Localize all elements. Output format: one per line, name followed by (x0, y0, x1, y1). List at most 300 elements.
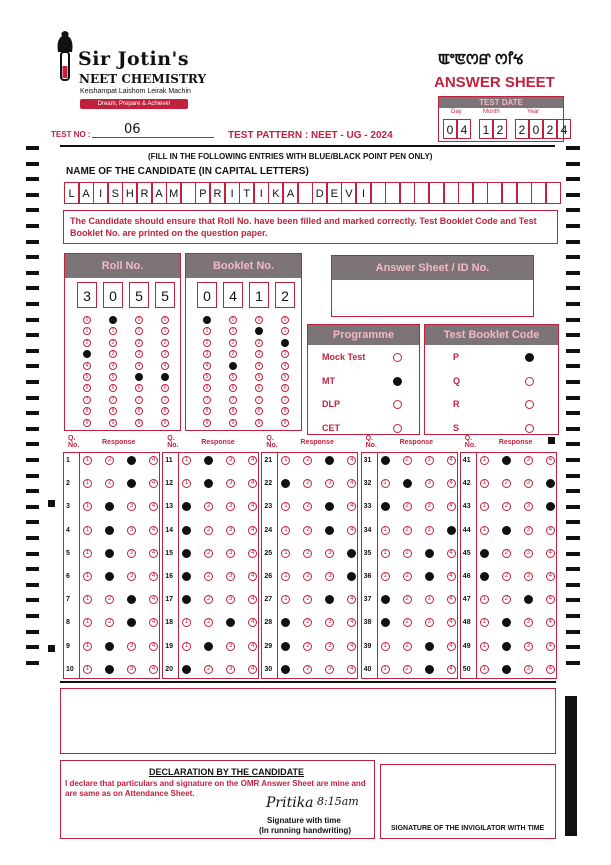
answer-bubble[interactable]: 2 (204, 526, 213, 535)
booklet-bubble[interactable]: 2 (255, 339, 263, 347)
name-char-cell[interactable] (371, 182, 386, 204)
answer-bubble[interactable]: 2 (403, 502, 412, 511)
answer-bubble[interactable]: 1 (381, 456, 390, 465)
answer-bubble[interactable]: 4 (149, 665, 158, 674)
name-char-cell[interactable]: I (254, 182, 269, 204)
roll-digit-cell[interactable]: 5 (155, 282, 175, 308)
date-digit-cell[interactable]: 1 (479, 119, 493, 139)
answer-bubble[interactable]: 2 (303, 479, 312, 488)
answer-bubble[interactable]: 3 (524, 618, 533, 627)
name-char-cell[interactable]: K (268, 182, 283, 204)
name-char-cell[interactable] (546, 182, 561, 204)
booklet-bubble[interactable]: 7 (203, 396, 211, 404)
answer-bubble[interactable]: 1 (480, 502, 489, 511)
answer-bubble[interactable]: 1 (182, 572, 191, 581)
answer-bubble[interactable]: 3 (425, 479, 434, 488)
roll-bubble[interactable]: 5 (109, 373, 117, 381)
answer-bubble[interactable]: 2 (105, 665, 114, 674)
booklet-bubble[interactable]: 8 (255, 407, 263, 415)
booklet-bubble[interactable]: 0 (229, 316, 237, 324)
answer-bubble[interactable]: 3 (226, 479, 235, 488)
booklet-bubble[interactable]: 9 (281, 419, 289, 427)
booklet-bubble[interactable]: 6 (229, 384, 237, 392)
name-char-cell[interactable] (298, 182, 313, 204)
answer-bubble[interactable]: 4 (248, 618, 257, 627)
answer-bubble[interactable]: 3 (226, 456, 235, 465)
booklet-bubble[interactable]: 7 (229, 396, 237, 404)
answer-bubble[interactable]: 2 (105, 595, 114, 604)
answer-bubble[interactable]: 4 (149, 595, 158, 604)
booklet-bubble[interactable]: 9 (203, 419, 211, 427)
answer-bubble[interactable]: 2 (303, 572, 312, 581)
answer-bubble[interactable]: 3 (127, 572, 136, 581)
roll-bubble[interactable]: 2 (161, 339, 169, 347)
answer-bubble[interactable]: 2 (303, 642, 312, 651)
roll-digit-cell[interactable]: 5 (129, 282, 149, 308)
name-char-cell[interactable] (517, 182, 532, 204)
booklet-code-radio[interactable] (525, 424, 534, 433)
answer-bubble[interactable]: 3 (524, 549, 533, 558)
answer-bubble[interactable]: 3 (325, 479, 334, 488)
answer-bubble[interactable]: 3 (226, 618, 235, 627)
name-char-cell[interactable] (444, 182, 459, 204)
answer-bubble[interactable]: 1 (480, 549, 489, 558)
answer-bubble[interactable]: 2 (204, 595, 213, 604)
answer-bubble[interactable]: 2 (502, 456, 511, 465)
answer-bubble[interactable]: 4 (447, 642, 456, 651)
booklet-bubble[interactable]: 7 (255, 396, 263, 404)
name-char-cell[interactable] (458, 182, 473, 204)
answer-bubble[interactable]: 1 (182, 456, 191, 465)
answer-bubble[interactable]: 4 (248, 642, 257, 651)
answer-bubble[interactable]: 1 (381, 618, 390, 627)
answer-bubble[interactable]: 2 (105, 502, 114, 511)
answer-bubble[interactable]: 2 (502, 526, 511, 535)
answer-bubble[interactable]: 1 (83, 502, 92, 511)
date-digit-cell[interactable]: 2 (493, 119, 507, 139)
answer-bubble[interactable]: 3 (524, 642, 533, 651)
roll-bubble[interactable]: 0 (83, 316, 91, 324)
roll-bubble[interactable]: 2 (135, 339, 143, 347)
answer-bubble[interactable]: 2 (502, 665, 511, 674)
answer-bubble[interactable]: 2 (204, 642, 213, 651)
answer-bubble[interactable]: 4 (347, 665, 356, 674)
answer-bubble[interactable]: 1 (480, 642, 489, 651)
booklet-bubble[interactable]: 6 (281, 384, 289, 392)
roll-bubble[interactable]: 9 (83, 419, 91, 427)
answer-bubble[interactable]: 3 (325, 618, 334, 627)
name-char-cell[interactable] (414, 182, 429, 204)
answer-bubble[interactable]: 2 (303, 456, 312, 465)
roll-bubble[interactable]: 6 (161, 384, 169, 392)
name-char-cell[interactable] (487, 182, 502, 204)
roll-bubble[interactable]: 7 (83, 396, 91, 404)
name-char-cell[interactable]: P (195, 182, 210, 204)
date-digit-cell[interactable]: 4 (457, 119, 471, 139)
booklet-bubble[interactable]: 9 (255, 419, 263, 427)
answer-bubble[interactable]: 1 (281, 665, 290, 674)
answer-bubble[interactable]: 2 (204, 665, 213, 674)
answer-bubble[interactable]: 3 (127, 549, 136, 558)
answer-bubble[interactable]: 4 (447, 526, 456, 535)
date-digit-cell[interactable]: 0 (443, 119, 457, 139)
answer-bubble[interactable]: 2 (105, 526, 114, 535)
answer-bubble[interactable]: 3 (226, 642, 235, 651)
name-char-cell[interactable]: T (239, 182, 254, 204)
answer-bubble[interactable]: 4 (546, 549, 555, 558)
name-char-cell[interactable]: A (283, 182, 298, 204)
answer-bubble[interactable]: 3 (226, 549, 235, 558)
test-no-value[interactable]: 06 (124, 122, 141, 137)
booklet-code-radio[interactable] (525, 377, 534, 386)
roll-bubble[interactable]: 6 (135, 384, 143, 392)
programme-radio[interactable] (393, 377, 402, 386)
name-char-cell[interactable]: I (93, 182, 108, 204)
answer-bubble[interactable]: 1 (83, 526, 92, 535)
answer-bubble[interactable]: 3 (127, 502, 136, 511)
booklet-bubble[interactable]: 6 (255, 384, 263, 392)
answer-bubble[interactable]: 3 (425, 549, 434, 558)
roll-bubble[interactable]: 4 (109, 362, 117, 370)
answer-bubble[interactable]: 1 (281, 456, 290, 465)
answer-bubble[interactable]: 3 (127, 526, 136, 535)
answer-bubble[interactable]: 1 (381, 642, 390, 651)
answer-bubble[interactable]: 4 (546, 595, 555, 604)
date-digit-cell[interactable]: 0 (529, 119, 543, 139)
answer-bubble[interactable]: 2 (403, 665, 412, 674)
answer-bubble[interactable]: 4 (149, 549, 158, 558)
answer-bubble[interactable]: 4 (149, 572, 158, 581)
roll-bubble[interactable]: 1 (135, 327, 143, 335)
roll-bubble[interactable]: 1 (161, 327, 169, 335)
answer-bubble[interactable]: 3 (425, 572, 434, 581)
answer-bubble[interactable]: 1 (381, 572, 390, 581)
answer-bubble[interactable]: 3 (226, 572, 235, 581)
answer-bubble[interactable]: 3 (524, 526, 533, 535)
answer-bubble[interactable]: 2 (502, 502, 511, 511)
answer-bubble[interactable]: 4 (347, 595, 356, 604)
answer-bubble[interactable]: 3 (524, 665, 533, 674)
answer-bubble[interactable]: 3 (425, 665, 434, 674)
answer-bubble[interactable]: 3 (226, 595, 235, 604)
roll-bubble[interactable]: 8 (109, 407, 117, 415)
answer-bubble[interactable]: 1 (480, 526, 489, 535)
answer-bubble[interactable]: 1 (182, 549, 191, 558)
answer-bubble[interactable]: 1 (182, 595, 191, 604)
name-char-cell[interactable]: V (341, 182, 356, 204)
answer-bubble[interactable]: 4 (149, 642, 158, 651)
answer-bubble[interactable]: 4 (546, 665, 555, 674)
name-char-cell[interactable]: I (356, 182, 371, 204)
booklet-digit-cell[interactable]: 0 (197, 282, 217, 308)
answer-bubble[interactable]: 2 (105, 456, 114, 465)
booklet-code-radio[interactable] (525, 400, 534, 409)
answer-bubble[interactable]: 2 (303, 665, 312, 674)
answer-bubble[interactable]: 2 (502, 549, 511, 558)
answer-bubble[interactable]: 1 (281, 572, 290, 581)
answer-bubble[interactable]: 2 (502, 572, 511, 581)
roll-bubble[interactable]: 7 (161, 396, 169, 404)
answer-bubble[interactable]: 4 (546, 479, 555, 488)
answer-bubble[interactable]: 1 (83, 572, 92, 581)
signature-time[interactable]: 8:15am (317, 795, 359, 808)
booklet-bubble[interactable]: 0 (255, 316, 263, 324)
answer-bubble[interactable]: 2 (303, 618, 312, 627)
answer-bubble[interactable]: 1 (182, 502, 191, 511)
name-char-cell[interactable]: H (122, 182, 137, 204)
answer-bubble[interactable]: 4 (546, 572, 555, 581)
answer-bubble[interactable]: 2 (303, 502, 312, 511)
booklet-bubble[interactable]: 2 (229, 339, 237, 347)
roll-bubble[interactable]: 0 (161, 316, 169, 324)
roll-bubble[interactable]: 3 (109, 350, 117, 358)
roll-bubble[interactable]: 8 (83, 407, 91, 415)
answer-bubble[interactable]: 1 (480, 572, 489, 581)
answer-bubble[interactable]: 2 (204, 572, 213, 581)
answer-bubble[interactable]: 3 (325, 456, 334, 465)
answer-bubble[interactable]: 3 (325, 549, 334, 558)
name-char-cell[interactable]: M (166, 182, 181, 204)
answer-bubble[interactable]: 2 (105, 618, 114, 627)
answer-bubble[interactable]: 4 (447, 456, 456, 465)
roll-bubble[interactable]: 8 (161, 407, 169, 415)
answer-bubble[interactable]: 2 (204, 456, 213, 465)
answer-bubble[interactable]: 4 (347, 456, 356, 465)
programme-radio[interactable] (393, 400, 402, 409)
answer-bubble[interactable]: 2 (204, 549, 213, 558)
answer-bubble[interactable]: 4 (347, 526, 356, 535)
answer-bubble[interactable]: 3 (425, 526, 434, 535)
answer-bubble[interactable]: 4 (248, 456, 257, 465)
answer-bubble[interactable]: 4 (149, 618, 158, 627)
answer-bubble[interactable]: 4 (248, 502, 257, 511)
roll-bubble[interactable] (135, 373, 143, 381)
booklet-bubble[interactable]: 8 (281, 407, 289, 415)
answer-bubble[interactable]: 2 (303, 549, 312, 558)
booklet-bubble[interactable]: 3 (255, 350, 263, 358)
booklet-bubble[interactable]: 7 (281, 396, 289, 404)
booklet-code-radio[interactable] (525, 353, 534, 362)
answer-bubble[interactable]: 4 (447, 479, 456, 488)
roll-bubble[interactable]: 2 (109, 339, 117, 347)
booklet-digit-cell[interactable]: 4 (223, 282, 243, 308)
answer-bubble[interactable]: 4 (546, 456, 555, 465)
answer-bubble[interactable]: 3 (524, 456, 533, 465)
answer-bubble[interactable]: 1 (281, 502, 290, 511)
booklet-bubble[interactable]: 3 (203, 350, 211, 358)
answer-bubble[interactable]: 4 (248, 572, 257, 581)
answer-bubble[interactable]: 1 (381, 526, 390, 535)
answer-bubble[interactable]: 1 (83, 456, 92, 465)
programme-radio[interactable] (393, 424, 402, 433)
roll-bubble[interactable]: 5 (83, 373, 91, 381)
answer-bubble[interactable]: 3 (425, 595, 434, 604)
name-char-cell[interactable]: R (137, 182, 152, 204)
answer-bubble[interactable]: 1 (281, 642, 290, 651)
answer-bubble[interactable]: 3 (127, 456, 136, 465)
booklet-bubble[interactable]: 2 (203, 339, 211, 347)
name-char-cell[interactable]: I (225, 182, 240, 204)
answer-bubble[interactable]: 4 (347, 549, 356, 558)
name-char-cell[interactable] (181, 182, 196, 204)
booklet-bubble[interactable] (281, 339, 289, 347)
answer-bubble[interactable]: 4 (248, 595, 257, 604)
answer-bubble[interactable]: 4 (149, 502, 158, 511)
answer-bubble[interactable]: 4 (347, 479, 356, 488)
answer-bubble[interactable]: 3 (425, 502, 434, 511)
roll-bubble[interactable]: 9 (109, 419, 117, 427)
booklet-bubble[interactable]: 4 (281, 362, 289, 370)
answer-bubble[interactable]: 1 (381, 549, 390, 558)
answer-bubble[interactable]: 3 (226, 526, 235, 535)
roll-bubble[interactable] (161, 373, 169, 381)
answer-bubble[interactable]: 4 (248, 479, 257, 488)
name-char-cell[interactable] (502, 182, 517, 204)
answer-bubble[interactable]: 4 (447, 502, 456, 511)
date-digit-cell[interactable]: 2 (515, 119, 529, 139)
name-char-cell[interactable]: E (327, 182, 342, 204)
answer-bubble[interactable]: 2 (204, 618, 213, 627)
answer-bubble[interactable]: 4 (347, 642, 356, 651)
booklet-bubble[interactable]: 3 (281, 350, 289, 358)
answer-bubble[interactable]: 2 (403, 479, 412, 488)
answer-bubble[interactable]: 4 (546, 642, 555, 651)
answer-bubble[interactable]: 2 (403, 618, 412, 627)
answer-bubble[interactable]: 2 (105, 572, 114, 581)
answer-bubble[interactable]: 4 (447, 572, 456, 581)
answer-bubble[interactable]: 3 (524, 479, 533, 488)
booklet-bubble[interactable]: 1 (203, 327, 211, 335)
answer-bubble[interactable]: 4 (347, 502, 356, 511)
booklet-bubble[interactable]: 1 (281, 327, 289, 335)
answer-bubble[interactable]: 3 (127, 642, 136, 651)
answer-bubble[interactable]: 3 (524, 572, 533, 581)
answer-bubble[interactable]: 3 (325, 526, 334, 535)
answer-bubble[interactable]: 1 (182, 479, 191, 488)
booklet-bubble[interactable]: 5 (255, 373, 263, 381)
name-char-cell[interactable] (531, 182, 546, 204)
answer-bubble[interactable]: 2 (204, 502, 213, 511)
answer-bubble[interactable]: 3 (127, 479, 136, 488)
answer-bubble[interactable]: 4 (149, 479, 158, 488)
answer-bubble[interactable]: 1 (381, 502, 390, 511)
answer-bubble[interactable]: 3 (127, 665, 136, 674)
booklet-bubble[interactable]: 0 (281, 316, 289, 324)
answer-bubble[interactable]: 3 (325, 665, 334, 674)
answer-bubble[interactable]: 4 (347, 572, 356, 581)
roll-digit-cell[interactable]: 3 (77, 282, 97, 308)
roll-bubble[interactable]: 9 (161, 419, 169, 427)
roll-bubble[interactable]: 6 (83, 384, 91, 392)
booklet-bubble[interactable]: 1 (229, 327, 237, 335)
name-char-cell[interactable]: R (210, 182, 225, 204)
roll-bubble[interactable]: 4 (83, 362, 91, 370)
answer-bubble[interactable]: 1 (480, 595, 489, 604)
answer-bubble[interactable]: 4 (447, 549, 456, 558)
answer-bubble[interactable]: 1 (182, 618, 191, 627)
answer-bubble[interactable]: 1 (480, 456, 489, 465)
roll-bubble[interactable]: 3 (161, 350, 169, 358)
booklet-bubble[interactable]: 5 (229, 373, 237, 381)
date-digit-cell[interactable]: 2 (543, 119, 557, 139)
booklet-bubble[interactable]: 4 (255, 362, 263, 370)
answer-bubble[interactable]: 4 (248, 549, 257, 558)
booklet-bubble[interactable]: 5 (281, 373, 289, 381)
answer-bubble[interactable]: 3 (325, 595, 334, 604)
answer-bubble[interactable]: 1 (83, 549, 92, 558)
roll-bubble[interactable]: 4 (161, 362, 169, 370)
roll-digit-cell[interactable]: 0 (103, 282, 123, 308)
answer-bubble[interactable]: 4 (248, 665, 257, 674)
answer-bubble[interactable]: 1 (381, 595, 390, 604)
answer-bubble[interactable]: 3 (325, 572, 334, 581)
answer-bubble[interactable]: 1 (182, 642, 191, 651)
date-digit-cell[interactable]: 4 (557, 119, 571, 139)
answer-bubble[interactable]: 3 (425, 618, 434, 627)
answer-bubble[interactable]: 2 (502, 642, 511, 651)
answer-bubble[interactable]: 1 (281, 618, 290, 627)
answer-bubble[interactable]: 4 (447, 595, 456, 604)
answer-bubble[interactable]: 3 (127, 595, 136, 604)
answer-bubble[interactable]: 2 (502, 595, 511, 604)
booklet-bubble[interactable]: 3 (229, 350, 237, 358)
booklet-digit-cell[interactable]: 1 (249, 282, 269, 308)
name-char-cell[interactable]: A (152, 182, 167, 204)
answer-bubble[interactable]: 1 (281, 549, 290, 558)
booklet-digit-cell[interactable]: 2 (275, 282, 295, 308)
booklet-bubble[interactable] (229, 362, 237, 370)
booklet-bubble[interactable]: 4 (203, 362, 211, 370)
booklet-bubble[interactable]: 5 (203, 373, 211, 381)
answer-bubble[interactable]: 4 (149, 456, 158, 465)
answer-bubble[interactable]: 2 (105, 479, 114, 488)
booklet-bubble[interactable]: 9 (229, 419, 237, 427)
candidate-signature[interactable]: Pritika (266, 795, 314, 811)
answer-bubble[interactable]: 2 (105, 549, 114, 558)
answer-bubble[interactable]: 1 (182, 665, 191, 674)
answer-bubble[interactable]: 1 (281, 526, 290, 535)
roll-bubble[interactable]: 9 (135, 419, 143, 427)
answer-bubble[interactable]: 3 (127, 618, 136, 627)
answer-bubble[interactable]: 1 (381, 665, 390, 674)
programme-radio[interactable] (393, 353, 402, 362)
answer-bubble[interactable]: 1 (83, 642, 92, 651)
roll-bubble[interactable]: 7 (135, 396, 143, 404)
answer-bubble[interactable]: 2 (105, 642, 114, 651)
answer-bubble[interactable]: 4 (248, 526, 257, 535)
answer-bubble[interactable]: 4 (546, 526, 555, 535)
name-char-cell[interactable]: D (312, 182, 327, 204)
answer-bubble[interactable]: 1 (281, 595, 290, 604)
answer-bubble[interactable]: 4 (546, 618, 555, 627)
answer-bubble[interactable]: 4 (447, 665, 456, 674)
answer-bubble[interactable]: 4 (546, 502, 555, 511)
booklet-bubble[interactable] (203, 316, 211, 324)
name-char-cell[interactable]: L (64, 182, 79, 204)
answer-bubble[interactable]: 3 (425, 642, 434, 651)
answer-bubble[interactable]: 2 (403, 572, 412, 581)
roll-bubble[interactable]: 2 (83, 339, 91, 347)
answer-bubble[interactable]: 2 (403, 595, 412, 604)
booklet-bubble[interactable]: 8 (203, 407, 211, 415)
answer-bubble[interactable]: 2 (502, 618, 511, 627)
answer-bubble[interactable]: 1 (281, 479, 290, 488)
answer-bubble[interactable]: 2 (303, 526, 312, 535)
name-char-cell[interactable] (385, 182, 400, 204)
answer-bubble[interactable]: 4 (447, 618, 456, 627)
answer-bubble[interactable]: 1 (182, 526, 191, 535)
name-char-cell[interactable]: S (108, 182, 123, 204)
